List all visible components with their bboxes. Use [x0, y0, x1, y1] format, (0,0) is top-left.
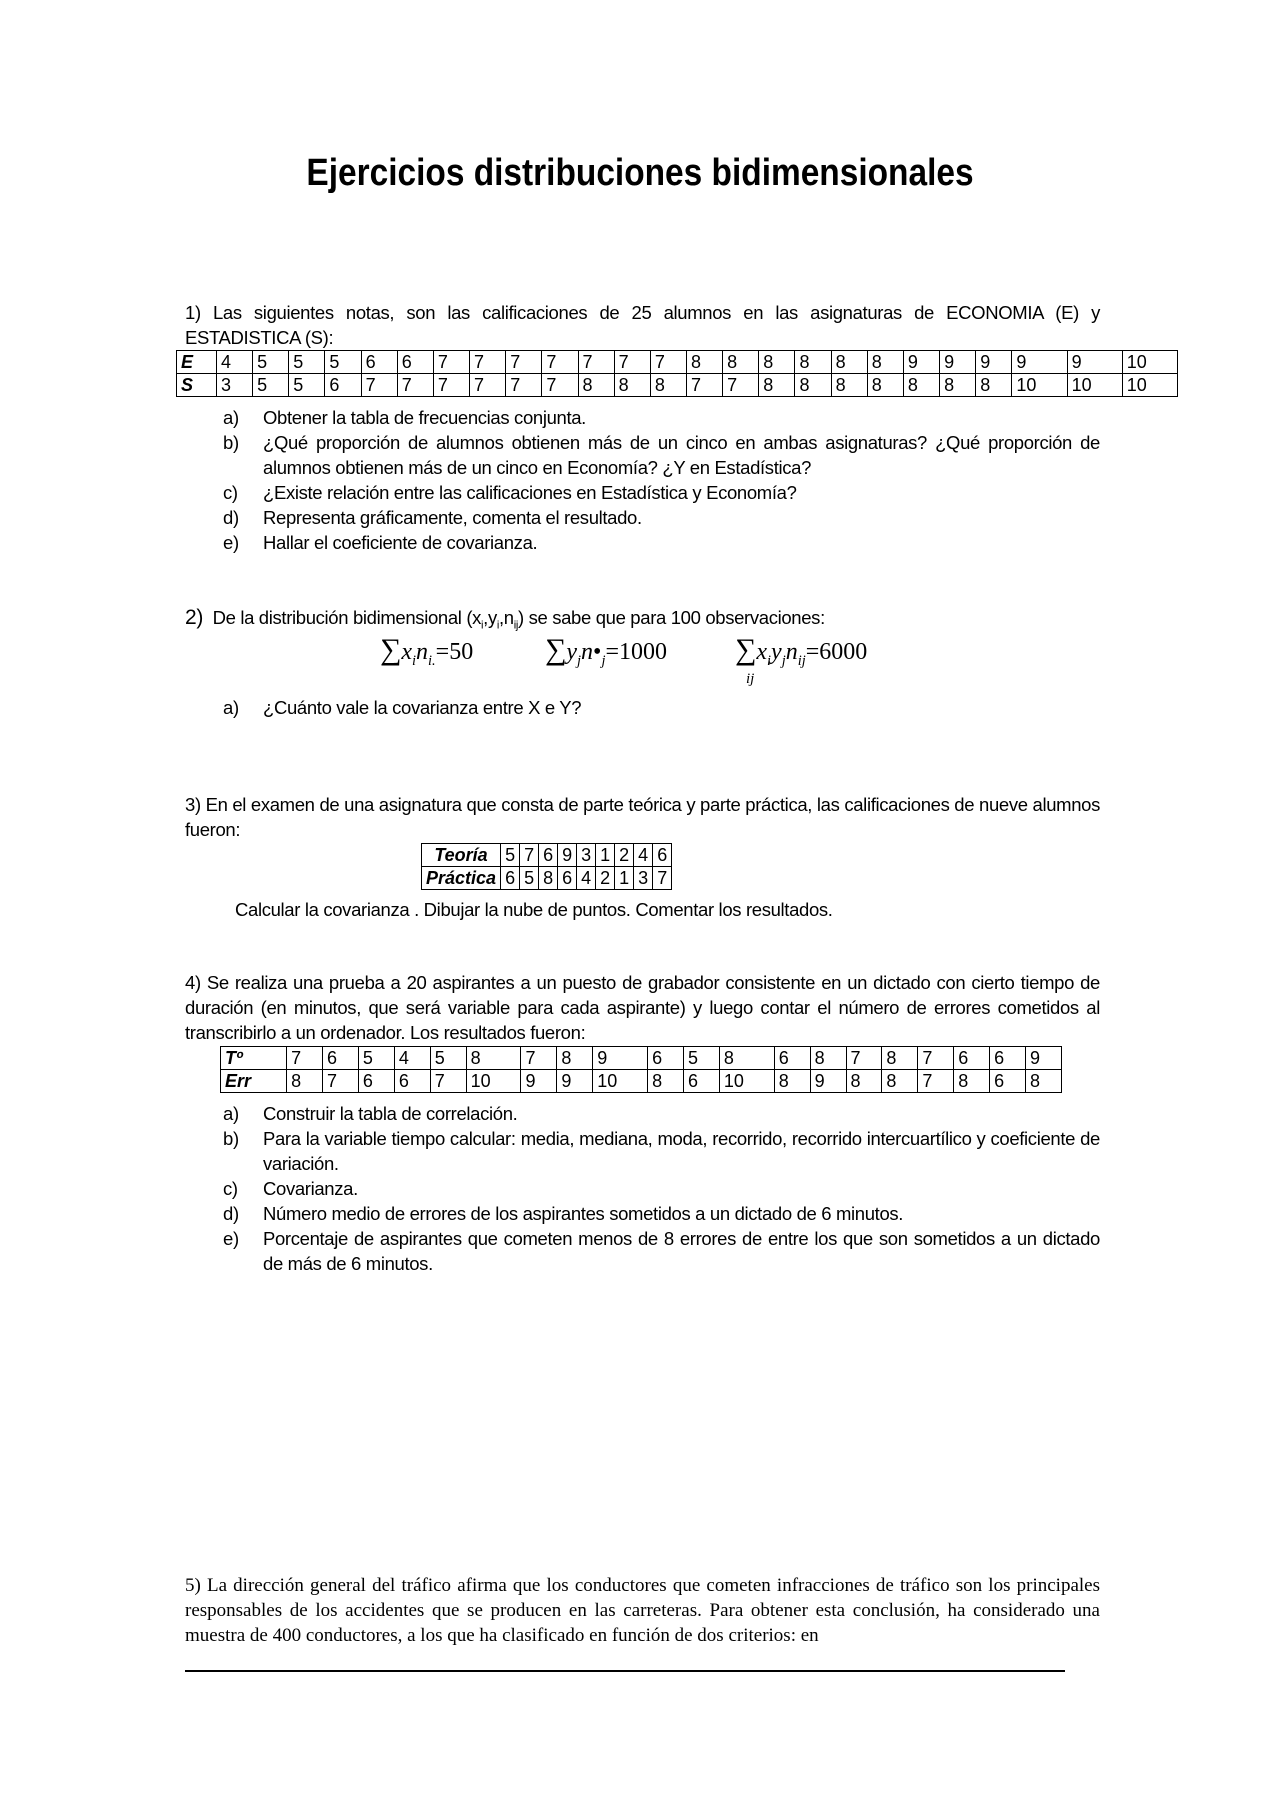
- table-cell: 9: [976, 351, 1012, 374]
- table-cell: 4: [216, 351, 252, 374]
- table-cell: 7: [918, 1047, 954, 1070]
- list-text: Construir la tabla de correlación.: [263, 1103, 518, 1124]
- list-item: [185, 1201, 1100, 1226]
- table-cell: 9: [1012, 351, 1067, 374]
- table-cell: 7: [520, 844, 539, 867]
- list-item: [185, 405, 1100, 430]
- list-text: Covarianza.: [263, 1178, 358, 1199]
- table-cell: 7: [506, 374, 542, 397]
- exercise-4-intro: 4) Se realiza una prueba a 20 aspirantes a un puesto de grabador consistente en un dictado con cierto tiempo de duración (en minutos, que será variable para cada aspirante) y luego contar el número de errores cometidos al transcribirlo a un ordenador. Los resultados fueron:: [185, 972, 1100, 1043]
- list-text: Obtener la tabla de frecuencias conjunta.: [263, 407, 586, 428]
- table-cell: 6: [501, 867, 520, 890]
- list-text: Representa gráficamente, comenta el resultado.: [263, 507, 642, 528]
- table-cell: 6: [361, 351, 397, 374]
- table-cell: 5: [325, 351, 361, 374]
- table-cell: 7: [650, 351, 686, 374]
- table-cell: 5: [253, 374, 289, 397]
- table-cell: 4: [634, 844, 653, 867]
- exercise-2-questions: [185, 695, 1100, 720]
- table-cell: 7: [470, 351, 506, 374]
- footer-rule: [185, 1670, 1065, 1672]
- list-marker: c): [223, 482, 238, 503]
- table-cell: 8: [650, 374, 686, 397]
- table-cell: 2: [596, 867, 615, 890]
- table-cell: 7: [846, 1047, 882, 1070]
- table-cell: 8: [466, 1047, 521, 1070]
- table-row: [221, 1070, 1062, 1093]
- table-cell: 5: [520, 867, 539, 890]
- formula-sum-y: $\sum y_jn•_j=1000$: [545, 633, 667, 669]
- table-cell: 6: [648, 1047, 684, 1070]
- table-cell: 8: [976, 374, 1012, 397]
- table-cell: 7: [542, 351, 578, 374]
- exercise-5-intro: 5) La dirección general del tráfico afirma que los conductores que cometen infracciones de tráfico son los principales responsables de los accidentes que se producen en las carreteras. Para obtener esta conclusión, ha considerado una muestra de 400 conductores, a los que ha clasificado en función de dos criterios: en: [185, 1575, 1100, 1646]
- list-marker: a): [223, 407, 239, 428]
- list-marker: d): [223, 507, 239, 528]
- table-cell: 7: [521, 1047, 557, 1070]
- table-cell: 5: [683, 1047, 719, 1070]
- table-cell: 8: [867, 374, 903, 397]
- list-item: [185, 505, 1100, 530]
- table-cell: 8: [759, 374, 795, 397]
- table-cell: 5: [253, 351, 289, 374]
- table-cell: 7: [918, 1070, 954, 1093]
- table-cell: 8: [831, 351, 867, 374]
- list-marker: b): [223, 1128, 239, 1149]
- table-cell: 7: [430, 1070, 466, 1093]
- table-cell: 6: [323, 1047, 359, 1070]
- table-cell: 10: [1067, 374, 1122, 397]
- list-text: ¿Existe relación entre las calificaciones en Estadística y Economía?: [263, 482, 797, 503]
- table-cell: 8: [287, 1070, 323, 1093]
- list-text: ¿Cuánto vale la covarianza entre X e Y?: [263, 697, 582, 718]
- exercise-3-footer: Calcular la covarianza . Dibujar la nube de puntos. Comentar los resultados.: [235, 899, 833, 920]
- table-cell: 10: [719, 1070, 774, 1093]
- list-item: [185, 1176, 1100, 1201]
- row-header: E: [177, 351, 217, 374]
- table-cell: 3: [634, 867, 653, 890]
- exercise-1-table: [176, 350, 1178, 397]
- table-cell: 8: [795, 374, 831, 397]
- table-cell: 8: [578, 374, 614, 397]
- table-cell: 8: [648, 1070, 684, 1093]
- table-row: [422, 867, 672, 890]
- table-cell: 3: [216, 374, 252, 397]
- table-cell: 6: [653, 844, 672, 867]
- table-cell: 2: [615, 844, 634, 867]
- table-cell: 10: [466, 1070, 521, 1093]
- table-cell: 9: [1026, 1047, 1062, 1070]
- table-cell: 8: [774, 1070, 810, 1093]
- table-cell: 5: [289, 351, 325, 374]
- table-cell: 7: [723, 374, 759, 397]
- list-marker: c): [223, 1178, 238, 1199]
- table-cell: 3: [577, 844, 596, 867]
- table-cell: 7: [361, 374, 397, 397]
- table-cell: 10: [1122, 374, 1177, 397]
- table-row: [221, 1047, 1062, 1070]
- list-marker: e): [223, 1228, 239, 1249]
- table-cell: 5: [289, 374, 325, 397]
- table-cell: 8: [759, 351, 795, 374]
- table-cell: 8: [1026, 1070, 1062, 1093]
- table-cell: 8: [831, 374, 867, 397]
- table-cell: 9: [903, 351, 939, 374]
- table-cell: 1: [596, 844, 615, 867]
- table-cell: 5: [501, 844, 520, 867]
- list-item: [185, 430, 1100, 480]
- formula-sum-xy: $\sum x_iy_jn_{ij}=6000$: [735, 633, 868, 669]
- exercise-4-questions: [185, 1101, 1100, 1276]
- row-header: S: [177, 374, 217, 397]
- table-cell: 8: [557, 1047, 593, 1070]
- list-item: [185, 530, 1100, 555]
- table-cell: 6: [990, 1070, 1026, 1093]
- table-cell: 6: [558, 867, 577, 890]
- table-cell: 9: [593, 1047, 648, 1070]
- table-cell: 9: [558, 844, 577, 867]
- table-cell: 6: [954, 1047, 990, 1070]
- list-item: [185, 1101, 1100, 1126]
- table-cell: 8: [795, 351, 831, 374]
- table-cell: 9: [557, 1070, 593, 1093]
- exercise-3-table: [421, 843, 672, 890]
- table-cell: 8: [882, 1070, 918, 1093]
- table-cell: 7: [323, 1070, 359, 1093]
- table-cell: 8: [882, 1047, 918, 1070]
- table-row: [177, 374, 1178, 397]
- table-cell: 8: [810, 1047, 846, 1070]
- table-cell: 7: [686, 374, 722, 397]
- table-cell: 7: [287, 1047, 323, 1070]
- list-text: Hallar el coeficiente de covarianza.: [263, 532, 538, 553]
- list-item: [185, 1226, 1100, 1276]
- table-cell: 7: [653, 867, 672, 890]
- table-cell: 6: [394, 1070, 430, 1093]
- table-cell: 7: [397, 374, 433, 397]
- table-cell: 9: [521, 1070, 557, 1093]
- table-cell: 8: [903, 374, 939, 397]
- table-cell: 10: [1122, 351, 1177, 374]
- list-text: Número medio de errores de los aspirantes sometidos a un dictado de 6 minutos.: [263, 1203, 904, 1224]
- exercise-4-table: [220, 1046, 1062, 1093]
- list-marker: a): [223, 1103, 239, 1124]
- table-cell: 8: [723, 351, 759, 374]
- table-row: [422, 844, 672, 867]
- formula-sum-index: ij: [746, 671, 755, 687]
- exercise-2-intro: 2) De la distribución bidimensional $(x_i,y_i,n_{ij})$ se sabe que para 100 observaciones:: [185, 606, 825, 632]
- list-text: ¿Qué proporción de alumnos obtienen más de un cinco en ambas asignaturas? ¿Qué proporción de alumnos obtienen más de un cinco en Economía? ¿Y en Estadística?: [263, 432, 1100, 478]
- list-text: Para la variable tiempo calcular: media, mediana, moda, recorrido, recorrido intercuartílico y coeficiente de variación.: [263, 1128, 1100, 1174]
- table-cell: 8: [686, 351, 722, 374]
- table-cell: 5: [358, 1047, 394, 1070]
- table-cell: 9: [940, 351, 976, 374]
- table-cell: 7: [470, 374, 506, 397]
- table-cell: 6: [683, 1070, 719, 1093]
- list-item: [185, 480, 1100, 505]
- table-cell: 7: [578, 351, 614, 374]
- table-cell: 4: [577, 867, 596, 890]
- table-cell: 7: [433, 351, 469, 374]
- table-cell: 7: [542, 374, 578, 397]
- table-cell: 6: [539, 844, 558, 867]
- table-row: [177, 351, 1178, 374]
- table-cell: 8: [539, 867, 558, 890]
- row-header: Tº: [221, 1047, 287, 1070]
- table-cell: 9: [810, 1070, 846, 1093]
- list-marker: a): [223, 697, 239, 718]
- table-cell: 6: [774, 1047, 810, 1070]
- list-marker: d): [223, 1203, 239, 1224]
- exercise-3-intro: 3) En el examen de una asignatura que consta de parte teórica y parte práctica, las calificaciones de nueve alumnos fueron:: [185, 794, 1100, 840]
- table-cell: 8: [940, 374, 976, 397]
- table-cell: 8: [867, 351, 903, 374]
- list-marker: b): [223, 432, 239, 453]
- exercise-1-intro: 1) Las siguientes notas, son las calificaciones de 25 alumnos en las asignaturas de ECONOMIA (E) y ESTADISTICA (S):: [185, 302, 1100, 348]
- table-cell: 8: [719, 1047, 774, 1070]
- formula-sum-x: $\sum x_in_{i.}=50$: [380, 633, 474, 669]
- exercise-1-questions: [185, 405, 1100, 555]
- table-cell: 7: [433, 374, 469, 397]
- table-cell: 6: [358, 1070, 394, 1093]
- page-title: Ejercicios distribuciones bidimensionales: [306, 152, 974, 194]
- list-item: [185, 1126, 1100, 1176]
- row-header: Err: [221, 1070, 287, 1093]
- table-cell: 1: [615, 867, 634, 890]
- table-cell: 8: [954, 1070, 990, 1093]
- table-cell: 9: [1067, 351, 1122, 374]
- table-cell: 6: [990, 1047, 1026, 1070]
- table-cell: 6: [325, 374, 361, 397]
- row-header: Práctica: [422, 867, 501, 890]
- table-cell: 8: [614, 374, 650, 397]
- table-cell: 4: [394, 1047, 430, 1070]
- table-cell: 10: [593, 1070, 648, 1093]
- list-item: [185, 695, 1100, 720]
- row-header: Teoría: [422, 844, 501, 867]
- list-marker: e): [223, 532, 239, 553]
- table-cell: 10: [1012, 374, 1067, 397]
- table-cell: 5: [430, 1047, 466, 1070]
- table-cell: 6: [397, 351, 433, 374]
- table-cell: 7: [614, 351, 650, 374]
- list-text: Porcentaje de aspirantes que cometen menos de 8 errores de entre los que son sometidos a un dictado de más de 6 minutos.: [263, 1228, 1100, 1274]
- table-cell: 7: [506, 351, 542, 374]
- table-cell: 8: [846, 1070, 882, 1093]
- exercise-2-formulas: [380, 633, 940, 693]
